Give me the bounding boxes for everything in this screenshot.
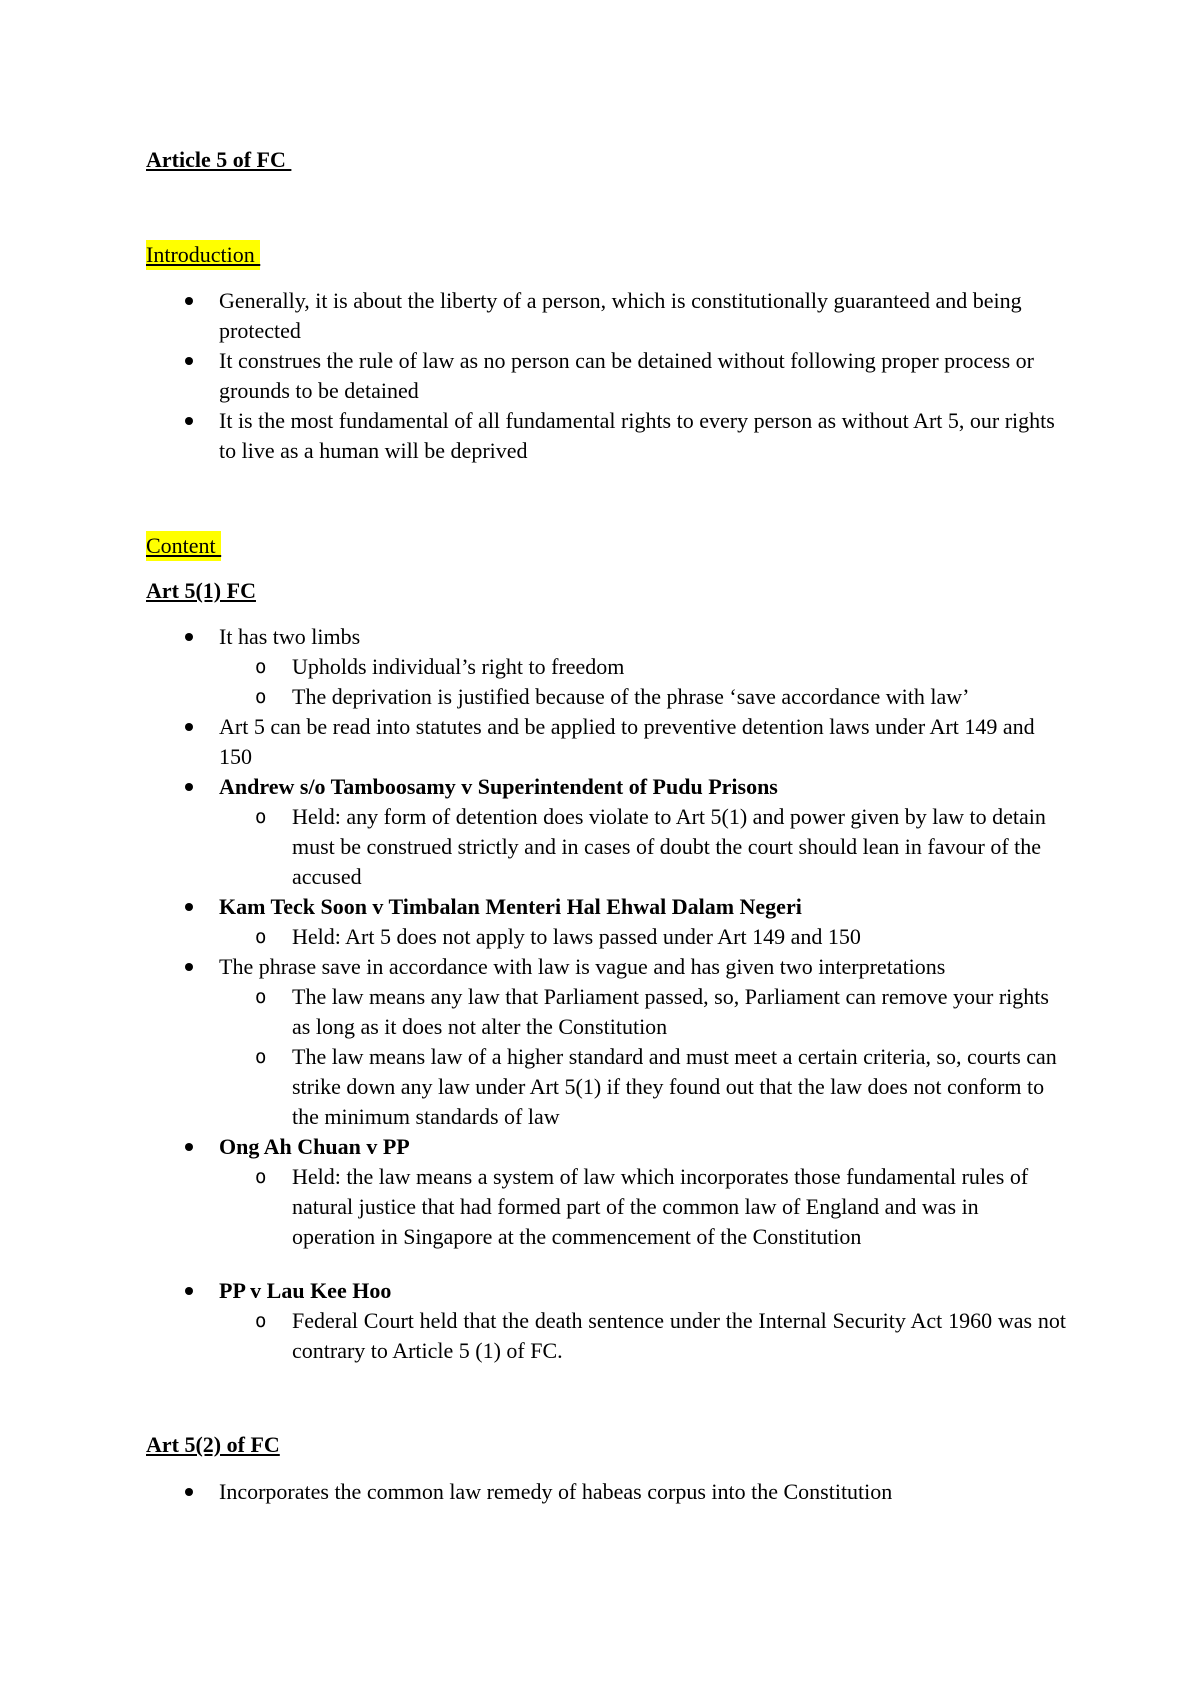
- art-5-2-heading: Art 5(2) of FC: [146, 1432, 280, 1457]
- case-name: PP v Lau Kee Hoo: [219, 1278, 392, 1303]
- case-name: Ong Ah Chuan v PP: [219, 1134, 410, 1159]
- sub-list: [219, 802, 1066, 892]
- introduction-list: [146, 286, 1066, 466]
- art-5-1-heading: Art 5(1) FC: [146, 578, 256, 603]
- sub-list-item: o Upholds individual’s right to freedom: [219, 652, 1066, 682]
- case-name: Andrew s/o Tamboosamy v Superintendent of Pudu Prisons: [219, 774, 778, 799]
- list-item: [146, 952, 1066, 1132]
- sub-list: [219, 1306, 1066, 1366]
- art-5-2-list: [146, 1477, 1066, 1507]
- sub-list-item: o Federal Court held that the death sentence under the Internal Security Act 1960 was not contrary to Article 5 (1) of FC.: [219, 1306, 1066, 1366]
- sub-list-item: o Held: the law means a system of law which incorporates those fundamental rules of natural justice that had formed part of the common law of England and was in operation in Singapore at the commencement of the Constitution: [219, 1162, 1066, 1252]
- list-item: Generally, it is about the liberty of a person, which is constitutionally guaranteed and being protected: [146, 286, 1066, 346]
- list-item: [146, 622, 1066, 712]
- introduction-heading: Introduction: [146, 240, 260, 270]
- art-5-1-list: [146, 622, 1066, 1366]
- list-item-text: The phrase save in accordance with law is vague and has given two interpretations: [219, 954, 946, 979]
- case-name: Kam Teck Soon v Timbalan Menteri Hal Ehwal Dalam Negeri: [219, 894, 802, 919]
- case-item: [146, 772, 1066, 892]
- sub-list-item: o The law means any law that Parliament passed, so, Parliament can remove your rights as long as it does not alter the Constitution: [219, 982, 1066, 1042]
- sub-list: [219, 922, 1066, 952]
- sub-list-item: o The law means law of a higher standard and must meet a certain criteria, so, courts can strike down any law under Art 5(1) if they found out that the law does not conform to the minimum standards of law: [219, 1042, 1066, 1132]
- list-item: Art 5 can be read into statutes and be applied to preventive detention laws under Art 149 and 150: [146, 712, 1066, 772]
- content-heading: Content: [146, 531, 221, 561]
- document-title: Article 5 of FC: [146, 147, 292, 172]
- list-item: Incorporates the common law remedy of habeas corpus into the Constitution: [146, 1477, 1066, 1507]
- case-item: [146, 1276, 1066, 1366]
- case-item: [146, 892, 1066, 952]
- list-item: It construes the rule of law as no person can be detained without following proper process or grounds to be detained: [146, 346, 1066, 406]
- sub-list: [219, 982, 1066, 1132]
- sub-list-item: o Held: any form of detention does violate to Art 5(1) and power given by law to detain must be construed strictly and in cases of doubt the court should lean in favour of the accused: [219, 802, 1066, 892]
- sub-list-item: o Held: Art 5 does not apply to laws passed under Art 149 and 150: [219, 922, 1066, 952]
- sub-list: [219, 652, 1066, 712]
- list-item: It is the most fundamental of all fundamental rights to every person as without Art 5, our rights to live as a human will be deprived: [146, 406, 1066, 466]
- sub-list: [219, 1162, 1066, 1252]
- case-item: [146, 1132, 1066, 1252]
- sub-list-item: o The deprivation is justified because of the phrase ‘save accordance with law’: [219, 682, 1066, 712]
- list-item-text: It has two limbs: [219, 624, 361, 649]
